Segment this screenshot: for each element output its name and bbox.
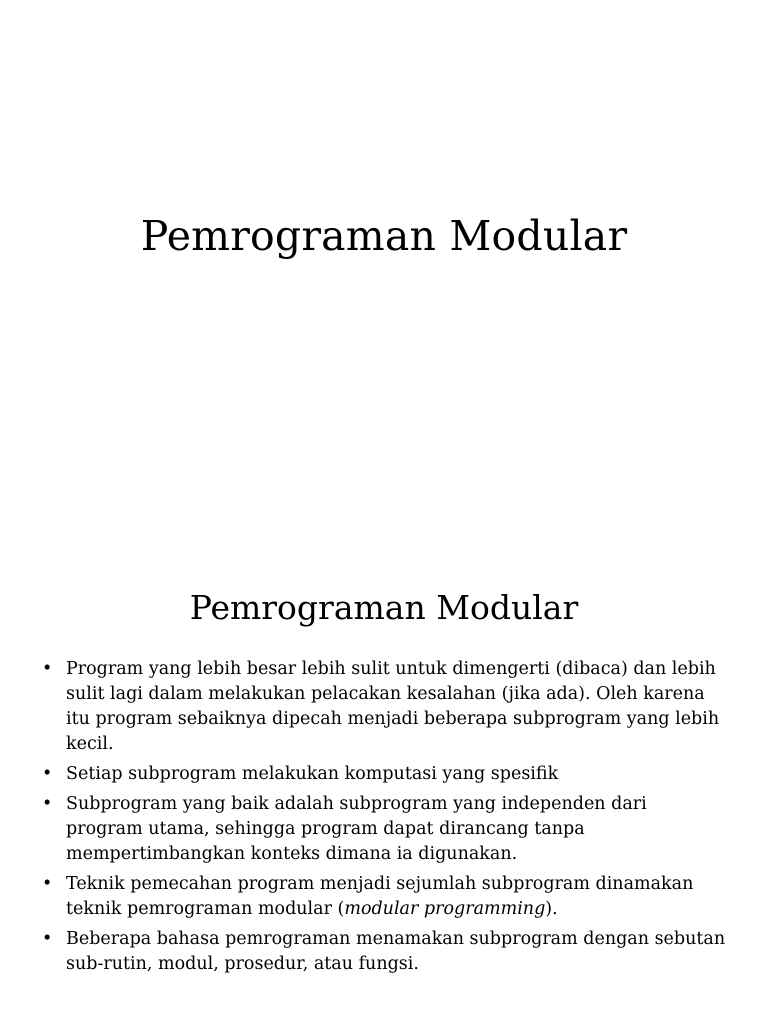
list-item xyxy=(38,927,728,977)
list-item xyxy=(38,872,728,922)
bullet-icon: • xyxy=(42,659,53,679)
bullet-text-after: ). xyxy=(545,899,558,919)
slide-heading: Pemrograman Modular xyxy=(189,588,579,627)
bullet-icon: • xyxy=(42,794,53,814)
list-item xyxy=(38,657,728,757)
bullet-icon: • xyxy=(42,874,53,894)
bullet-icon: • xyxy=(42,764,53,784)
slide-title: Pemrograman Modular xyxy=(140,212,628,260)
list-item xyxy=(38,792,728,867)
bullet-text-before: Teknik pemecahan program menjadi sejumlah subprogram dinamakan teknik pemrograman modular ( xyxy=(66,874,694,919)
content-slide xyxy=(0,512,768,1024)
bullet-text: Beberapa bahasa pemrograman menamakan subprogram dengan sebutan sub-rutin, modul, prosedur, atau fungsi. xyxy=(66,929,726,974)
list-item xyxy=(38,762,728,787)
bullet-text: Subprogram yang baik adalah subprogram yang independen dari program utama, sehingga program dapat dirancang tanpa mempertimbangkan konteks dimana ia digunakan. xyxy=(66,794,647,864)
bullet-list xyxy=(38,657,728,982)
bullet-icon: • xyxy=(42,929,53,949)
bullet-text: Setiap subprogram melakukan komputasi yang spesifik xyxy=(66,764,559,784)
bullet-text: Program yang lebih besar lebih sulit untuk dimengerti (dibaca) dan lebih sulit lagi dalam melakukan pelacakan kesalahan (jika ada). Oleh karena itu program sebaiknya dipecah menjadi beberapa subprogram yang lebih kecil. xyxy=(66,659,720,754)
bullet-text xyxy=(66,874,693,919)
bullet-text-italic: modular programming xyxy=(344,899,546,919)
